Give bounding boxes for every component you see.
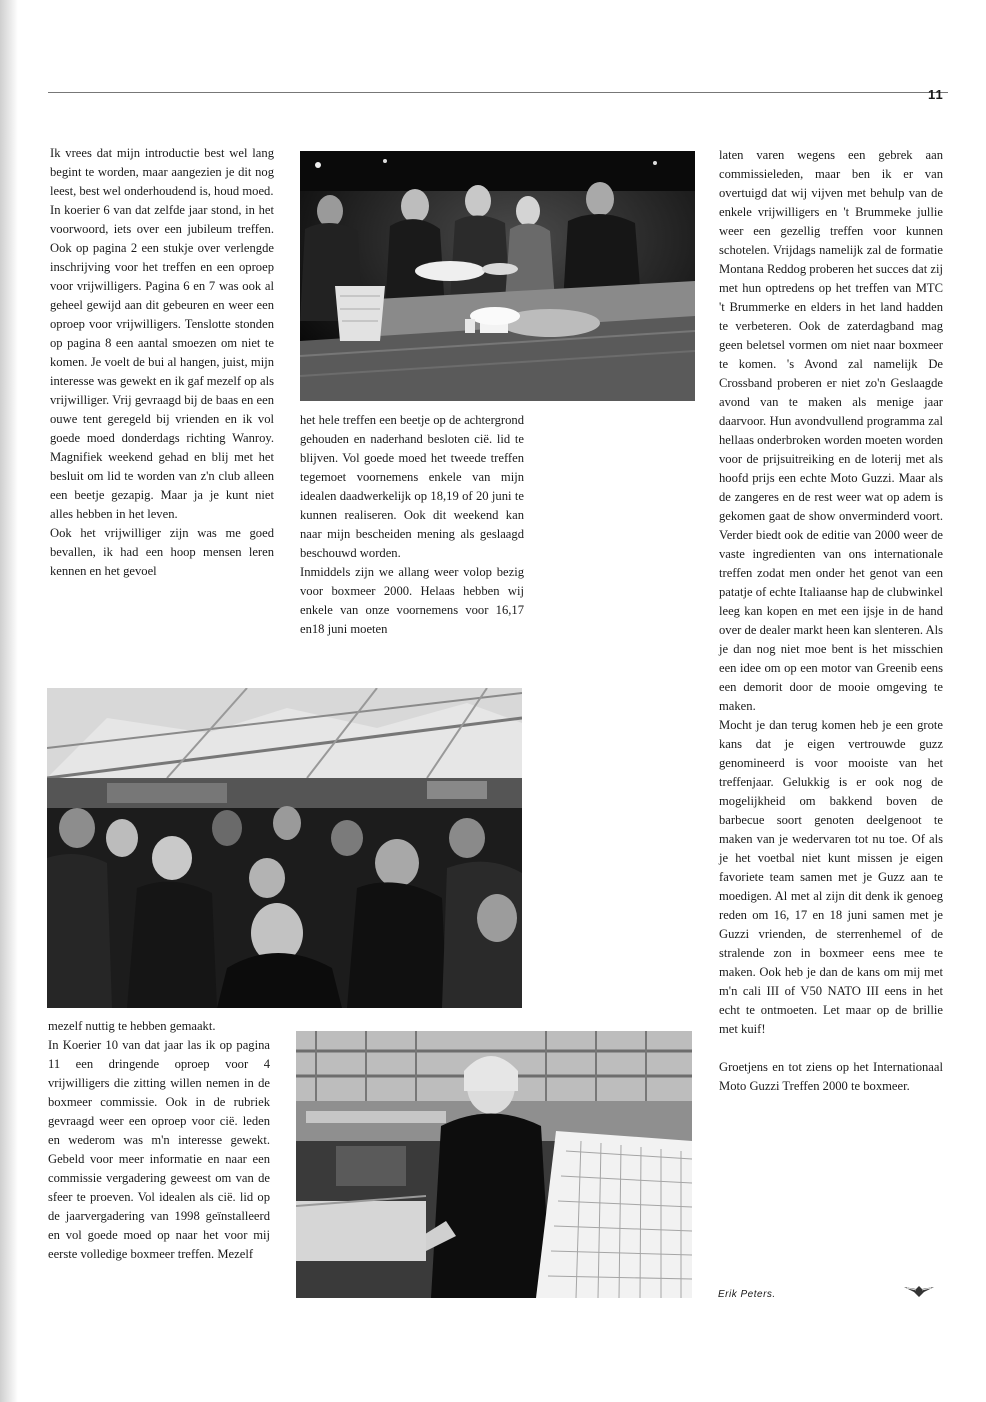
scan-edge-shadow [0,0,18,1402]
photo-crowd-image [47,688,522,1008]
paragraph: mezelf nuttig te hebben gemaakt. [48,1019,216,1033]
photo-food-serving-image [300,151,695,401]
author-signature: Erik Peters. [718,1289,776,1300]
paragraph: In koerier 6 van dat zelfde jaar stond, in het voorwoord, iets over een jubileum treffen. Ook op pagina 2 een stukje over verlengde inschrijving voor het treffen en een oproep voor vrijwilligers. Pagina 6 en 7 was ook al geheel gewijd aan dit gebeuren en weer een oproep voor vrijwilligers. Tenslotte stonden op pagina 8 een aantal smoezen om niet te komen. Je voelt de bui al hangen, juist, mijn interesse was gewekt en ik gaf mezelf op als vrijwilliger. Vrij gevraagd bij de baas en een ouwe tent geregeld bij vrienden en ik vol goede moed donderdags richting Wanroy. Magnifiek weekend gehad en blij met het besluit om lid te worden van z'n club alleen een beetje gezapig. Maar ja je kunt niet alles hebben in het leven. [50,203,274,521]
column-left-bottom [48,1017,270,1264]
paragraph: Mocht je dan terug komen heb je een grote kans dat je eigen vertrouwde guzz genomineerd is voor mooiste van het treffenjaar. Gelukkig is er ook nog de mogelijkheid om bakkend boven de barbecue soort genoten deelgenoot te maken van je wedervaren tot nu toe. Of als je het voetbal niet kunt missen je eigen favoriete team samen met je Guzz aan te moedigen. Al met al zijn dit denk ik genoeg reden om 16, 17 en 18 juni samen met je Guzzi vrienden, de sterrenhemel of de stralende zon in boxmeer eens mee te maken. Ook heb je dan de kans om mij met m'n cali III of V50 NATO III eens in het echt te ontmoeten. Let maar op de brillie met kuif! [719,718,943,1036]
column-right [719,146,943,1096]
paragraph: Ik vrees dat mijn introductie best wel lang begint te worden, maar aangezien je dit nog leest, best wel onderhoudend is, houd moed. [50,146,274,198]
photo-bar-image [296,1031,692,1298]
photo-bar-glasses [296,1031,692,1298]
photo-crowd-in-tent [47,688,522,1008]
column-middle-top [300,411,524,639]
header-rule [48,92,948,93]
paragraph: In Koerier 10 van dat jaar las ik op pagina 11 een dringende oproep voor 4 vrijwilligers die zitting willen nemen in de boxmeer commissie. Ook in de rubriek gevraagd weer een oproep voor cië. leden en wederom was m'n interesse gewekt. Gebeld voor meer informatie en naar een commissie vergadering geweest om van de sfeer te proeven. Vol idealen als cië. lid op de jaarvergadering van 1998 geïnstalleerd en vol goede moed op naar het voor mij eerste volledige boxmeer treffen. Mezelf [48,1038,270,1261]
page-number: 11 [928,87,944,102]
paragraph: Inmiddels zijn we allang weer volop bezig voor boxmeer 2000. Helaas hebben wij enkele van onze voornemens voor 16,17 en18 juni moeten [300,565,524,636]
paragraph: laten varen wegens een gebrek aan commissieleden, maar ben ik er van overtuigd dat wij vijven met behulp van de enkele vrijwilligers en 't Brummeke jullie weer een gezellig treffen voor kunnen schotelen. Vrijdags namelijk zal de formatie Montana Reddog proberen het succes dat zij met hun optredens op het treffen van MTC 't Brummerke en elders in het land hadden te verbeteren. Ook de zaterdagband mag geen beletsel vormen om niet naar boxmeer te komen. 's Avond zal namelijk De Crossband proberen er niet zo'n Geslaagde avond van te maken als menige jaar daarvoor. Hun avondvullend programma zal hellaas onderbroken worden moeten worden voor de prijsuitreiking en de loterij met als hoofd prijs een echte Moto Guzzi. Maar als de zangeres en de rest weer wat op adem is gekomen gaat de show onverminderd voort. Verder biedt ook de editie van 2000 weer de vaste ingredienten van ons internationale treffen zodat men onder het genot van een patatje of echte Italiaanse hap de clubwinkel leeg kan kopen en met een ijsje in de hand over de dealer markt heen kan slenteren. Als je dan nog niet moe bent is het misschien een idee om op een motor van Greenib eens een demorit door de mooie omgeving te maken. [719,148,943,713]
paragraph: Groetjens en tot ziens op het Internationaal Moto Guzzi Treffen 2000 te boxmeer. [719,1060,943,1093]
photo-food-serving [300,151,695,401]
paragraph: Ook het vrijwilliger zijn was me goed bevallen, ik had een hoop mensen leren kennen en het gevoel [50,526,274,578]
moto-guzzi-eagle-icon [904,1284,934,1303]
column-left-top [50,144,274,581]
paragraph: het hele treffen een beetje op de achtergrond gehouden en naderhand besloten cië. lid te blijven. Vol goede moed het tweede treffen tegemoet voornemens enkele van mijn idealen daadwerkelijk op 18,19 of 20 juni te kunnen realiseren. Ook dit weekend kan naar mijn bescheiden mening als geslaagd beschouwd worden. [300,413,524,560]
